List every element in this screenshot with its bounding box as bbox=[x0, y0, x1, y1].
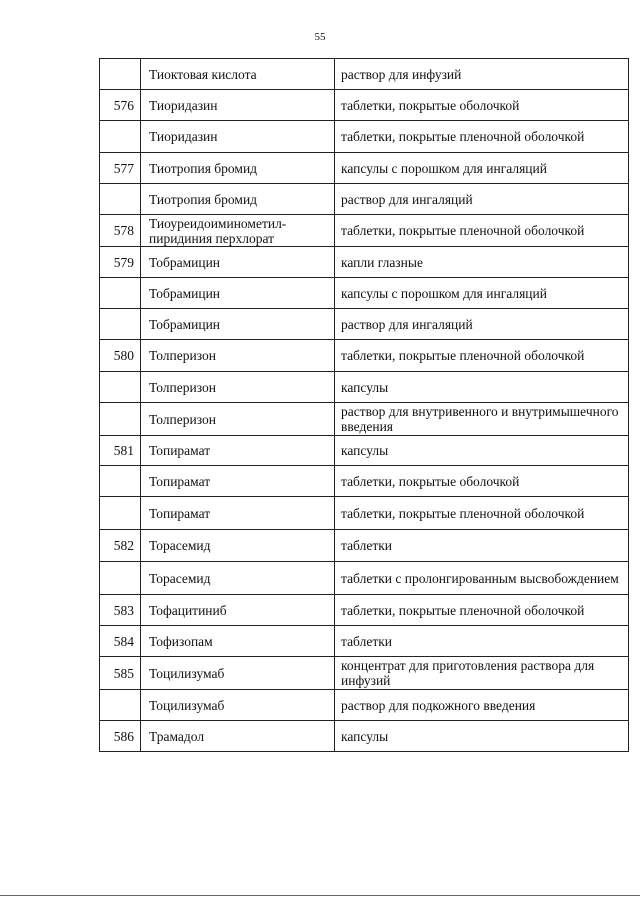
table-row bbox=[100, 530, 629, 562]
page-number: 55 bbox=[314, 31, 326, 43]
table-row bbox=[100, 657, 629, 690]
dosage-form-cell: капсулы с порошком для ингаляций bbox=[335, 278, 629, 309]
row-number-cell bbox=[100, 690, 141, 721]
dosage-form-cell: раствор для инфузий bbox=[335, 59, 629, 90]
row-number-cell bbox=[100, 466, 141, 497]
row-number-cell bbox=[100, 278, 141, 309]
row-number-cell: 576 bbox=[100, 90, 141, 121]
row-number-cell: 579 bbox=[100, 247, 141, 278]
row-number-cell bbox=[100, 372, 141, 403]
drug-name-cell: Торасемид bbox=[141, 562, 335, 595]
table-row bbox=[100, 690, 629, 721]
dosage-form-cell: таблетки bbox=[335, 626, 629, 657]
table-row bbox=[100, 59, 629, 90]
drug-name-cell: Тоцилизумаб bbox=[141, 657, 335, 690]
dosage-form-cell: таблетки, покрытые оболочкой bbox=[335, 466, 629, 497]
row-number-cell bbox=[100, 309, 141, 340]
row-number-cell: 582 bbox=[100, 530, 141, 562]
table-row bbox=[100, 403, 629, 436]
dosage-form-cell: капсулы bbox=[335, 372, 629, 403]
drug-name-cell: Тобрамицин bbox=[141, 278, 335, 309]
drug-name-cell: Тиоридазин bbox=[141, 121, 335, 153]
dosage-form-cell: таблетки bbox=[335, 530, 629, 562]
dosage-form-cell: таблетки, покрытые пленочной оболочкой bbox=[335, 340, 629, 372]
table-row bbox=[100, 721, 629, 752]
table-row bbox=[100, 340, 629, 372]
row-number-cell: 578 bbox=[100, 215, 141, 247]
dosage-form-cell: таблетки, покрытые пленочной оболочкой bbox=[335, 121, 629, 153]
row-number-cell bbox=[100, 562, 141, 595]
row-number-cell bbox=[100, 184, 141, 215]
drug-name-cell: Тиотропия бромид bbox=[141, 153, 335, 184]
dosage-form-cell: таблетки, покрытые пленочной оболочкой bbox=[335, 215, 629, 247]
table-row bbox=[100, 626, 629, 657]
drug-name-cell: Торасемид bbox=[141, 530, 335, 562]
table-row bbox=[100, 278, 629, 309]
dosage-form-cell: раствор для ингаляций bbox=[335, 309, 629, 340]
row-number-cell bbox=[100, 403, 141, 436]
dosage-form-cell: раствор для внутривенного и внутримышечного введения bbox=[335, 403, 629, 436]
table-row bbox=[100, 436, 629, 466]
drug-name-cell: Тобрамицин bbox=[141, 309, 335, 340]
table-row bbox=[100, 90, 629, 121]
row-number-cell bbox=[100, 497, 141, 530]
dosage-form-cell: раствор для ингаляций bbox=[335, 184, 629, 215]
drug-name-cell: Тофацитиниб bbox=[141, 595, 335, 626]
table-row bbox=[100, 153, 629, 184]
dosage-form-cell: раствор для подкожного введения bbox=[335, 690, 629, 721]
table-row bbox=[100, 121, 629, 153]
dosage-form-cell: капли глазные bbox=[335, 247, 629, 278]
row-number-cell: 586 bbox=[100, 721, 141, 752]
row-number-cell: 584 bbox=[100, 626, 141, 657]
row-number-cell: 585 bbox=[100, 657, 141, 690]
row-number-cell bbox=[100, 59, 141, 90]
drug-table bbox=[99, 58, 629, 752]
dosage-form-cell: таблетки с пролонгированным высвобождением bbox=[335, 562, 629, 595]
row-number-cell: 583 bbox=[100, 595, 141, 626]
dosage-form-cell: капсулы bbox=[335, 436, 629, 466]
table-row bbox=[100, 562, 629, 595]
dosage-form-cell: таблетки, покрытые оболочкой bbox=[335, 90, 629, 121]
dosage-form-cell: концентрат для приготовления раствора для инфузий bbox=[335, 657, 629, 690]
row-number-cell bbox=[100, 121, 141, 153]
drug-name-cell: Трамадол bbox=[141, 721, 335, 752]
dosage-form-cell: таблетки, покрытые пленочной оболочкой bbox=[335, 595, 629, 626]
table-row bbox=[100, 466, 629, 497]
drug-name-cell: Тобрамицин bbox=[141, 247, 335, 278]
row-number-cell: 580 bbox=[100, 340, 141, 372]
drug-name-cell: Тиотропия бромид bbox=[141, 184, 335, 215]
row-number-cell: 581 bbox=[100, 436, 141, 466]
drug-name-cell: Тиоктовая кислота bbox=[141, 59, 335, 90]
drug-name-cell: Толперизон bbox=[141, 340, 335, 372]
dosage-form-cell: таблетки, покрытые пленочной оболочкой bbox=[335, 497, 629, 530]
page-bottom-rule bbox=[0, 895, 640, 896]
table-row bbox=[100, 309, 629, 340]
drug-name-cell: Топирамат bbox=[141, 436, 335, 466]
drug-name-cell: Топирамат bbox=[141, 466, 335, 497]
table-row bbox=[100, 372, 629, 403]
drug-name-cell: Тофизопам bbox=[141, 626, 335, 657]
drug-name-cell: Толперизон bbox=[141, 403, 335, 436]
table-row bbox=[100, 184, 629, 215]
drug-name-cell: Тиоуреидоиминометил-пиридиния перхлорат bbox=[141, 215, 335, 247]
drug-name-cell: Толперизон bbox=[141, 372, 335, 403]
drug-name-cell: Топирамат bbox=[141, 497, 335, 530]
table-row bbox=[100, 247, 629, 278]
drug-name-cell: Тоцилизумаб bbox=[141, 690, 335, 721]
drug-name-cell: Тиоридазин bbox=[141, 90, 335, 121]
dosage-form-cell: капсулы bbox=[335, 721, 629, 752]
table-row bbox=[100, 497, 629, 530]
row-number-cell: 577 bbox=[100, 153, 141, 184]
table-row bbox=[100, 215, 629, 247]
table-row bbox=[100, 595, 629, 626]
dosage-form-cell: капсулы с порошком для ингаляций bbox=[335, 153, 629, 184]
